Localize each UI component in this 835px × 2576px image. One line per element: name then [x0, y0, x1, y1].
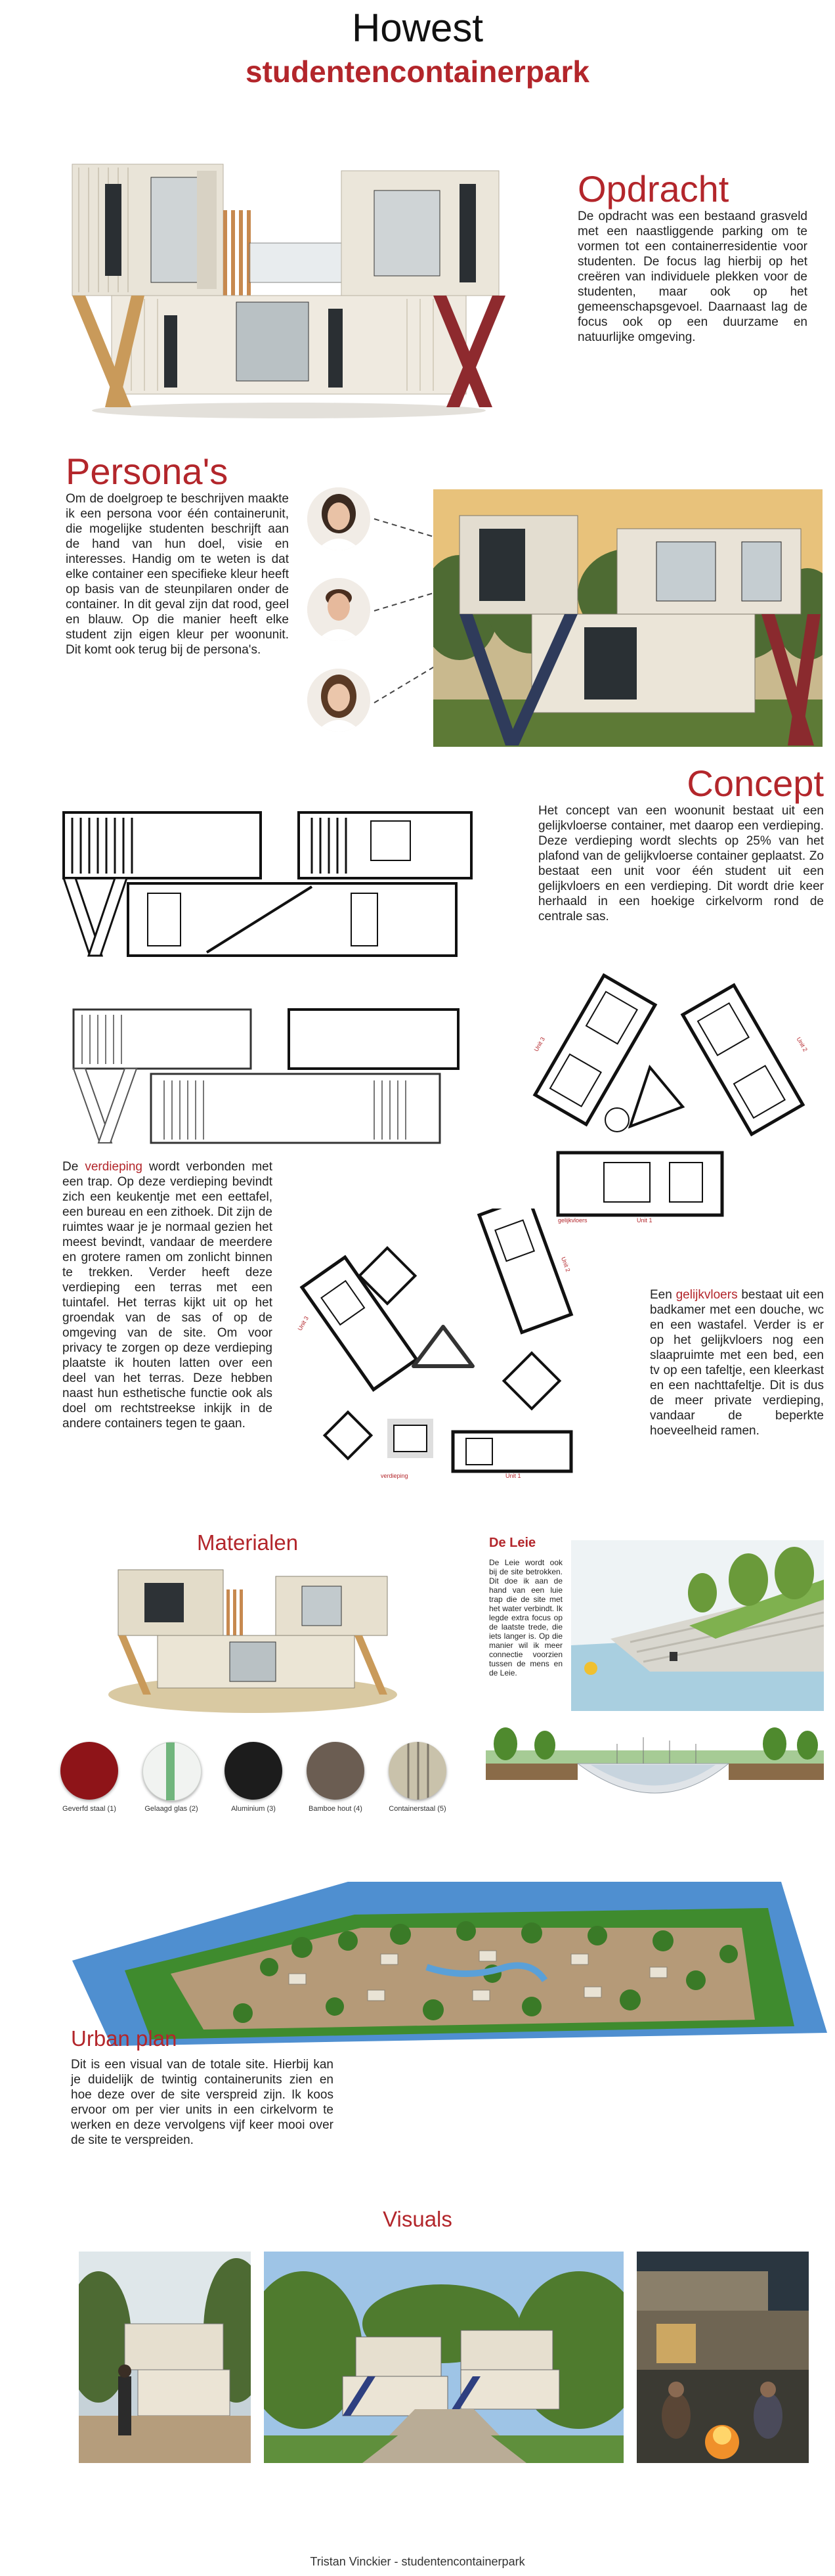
gelijkvloers-text: [650, 1287, 824, 1438]
concept-heading: Concept: [687, 763, 824, 804]
plan-label-unit1: Unit 1: [637, 1217, 653, 1224]
material-swatch-3: [225, 1742, 282, 1800]
opdracht-heading: Opdracht: [578, 168, 729, 210]
floorplan-verdieping: [282, 1209, 591, 1484]
visual-render-3: [637, 2252, 809, 2463]
section-drawing-1: [62, 811, 473, 959]
plan-label-verdieping-unit1: Unit 1: [505, 1473, 521, 1479]
plan-label-unit2: Unit 2: [795, 1036, 809, 1053]
gelijkvloers-keyword: gelijkvloers: [675, 1288, 738, 1302]
concept-text: Het concept van een woonunit bestaat uit een gelijkvloerse container, met daarop een verdieping. Deze verdieping wordt slechts op 25% van het plafond van de gelijkvloerse container geplaatst. Zo bestaat een unit voor één student uit een gelijkvloers en een verdieping. Dit wordt drie keer herhaald in een hoekige cirkelvorm rond de centrale sas.: [538, 804, 824, 923]
material-label-2: Gelaagd glas (2): [144, 1805, 198, 1813]
urban-plan-heading: Urban plan: [71, 2026, 177, 2051]
material-swatch-2: [142, 1742, 202, 1801]
plan-label-verdieping-unit3: Unit 3: [296, 1315, 310, 1332]
urban-plan-render: [72, 1855, 827, 2053]
deleie-render: [571, 1540, 824, 1711]
floorplan-gelijkvloers: [519, 962, 827, 1225]
deleie-heading: De Leie: [489, 1536, 536, 1550]
page-subtitle: studentencontainerpark: [246, 55, 589, 89]
section-drawing-2: [72, 1008, 460, 1146]
deleie-cross-section: [486, 1724, 824, 1823]
materials-render: [105, 1563, 400, 1714]
persona-avatar-1: [307, 487, 370, 550]
plan-label-verdieping: verdieping: [381, 1473, 408, 1479]
plan-label-unit3: Unit 3: [532, 1036, 546, 1053]
page-title: Howest: [351, 6, 484, 50]
material-swatch-1: [60, 1742, 118, 1800]
verdieping-keyword: verdieping: [85, 1160, 142, 1174]
visual-render-1: [79, 2252, 251, 2463]
personas-text: Om de doelgroep te beschrijven maakte ik een persona voor één containerunit, die mogelijke studenten beschrijft aan de hand van hun doel, visie en interesses. Handig om te weten is dat elke container een specifieke kleur heeft op basis van de steunpilaren onder de container. In dit geval zijn dat rood, geel en blauw. Op die manier heeft elke student zijn eigen kleur per woonunit. Dit komt ook terug bij de persona's.: [66, 492, 289, 657]
material-swatch-4: [307, 1742, 364, 1800]
materialen-heading: Materialen: [197, 1530, 299, 1555]
persona-render: [433, 489, 823, 747]
verdieping-body: wordt verbonden met een trap. Op deze verdieping bevindt zich een keukentje met een eettafel, een bureau en een zithoek. Dit zijn de ruimtes waar je je normaal gezien het meest bevindt, vandaar de meerdere en grotere ramen om zonlicht binnen te trekken. Verder heeft deze verdieping een terras met een tuintafel. Het terras kijkt uit op het groendak van de sas of op de omgeving van de site. Om voor privacy te zorgen op deze verdieping plaatste ik houten latten over een deel van het terras. Deze hebben naast hun esthetische functie ook als doel om rechtstreekse inkijk in de andere containers tegen te gaan.: [62, 1160, 273, 1431]
verdieping-prefix: De: [62, 1160, 79, 1174]
persona-avatar-3: [307, 669, 370, 732]
opdracht-text: De opdracht was een bestaand grasveld met een naastliggende parking om te vormen tot een containerresidentie voor studenten. De focus lag hierbij op het creëren van individuele plekken voor de studenten, maar ook op het gemeenschapsgevoel. Daarnaast lag de focus ook op een duurzame en natuurlijke omgeving.: [578, 210, 807, 344]
plan-label-verdieping-unit2: Unit 2: [560, 1256, 572, 1273]
material-label-5: Containerstaal (5): [389, 1805, 446, 1813]
material-label-1: Geverfd staal (1): [62, 1805, 116, 1813]
gelijkvloers-prefix: Een: [650, 1288, 672, 1302]
visuals-heading: Visuals: [383, 2207, 452, 2231]
persona-avatar-2: [307, 578, 370, 641]
gelijkvloers-body: bestaat uit een badkamer met een douche, wc en een wastafel. Verder is er op het gelijkvloers nog een slaapruimte met een bed, een tv op een tafeltje, een kleerkast en een nachttafeltje. Dit is dus de meer private verdieping, vandaar de beperkte hoeveelheid ramen.: [650, 1288, 824, 1438]
material-label-3: Aluminium (3): [231, 1805, 276, 1813]
hero-container-render: [66, 158, 512, 420]
plan-label-gelijkvloers: gelijkvloers: [558, 1217, 588, 1224]
urban-plan-text: Dit is een visual van de totale site. Hierbij kan je duidelijk de twintig containerunits zien en hoe deze over de site verspreid zijn. Ik koos ervoor om per vier units in een cirkelvorm te werken en deze vervolgens vijf keer mooi over de site te verspreiden.: [71, 2058, 333, 2147]
material-label-4: Bamboe hout (4): [309, 1805, 362, 1813]
verdieping-text: [62, 1159, 272, 1431]
personas-heading: Persona's: [66, 451, 228, 492]
footer-credit: Tristan Vinckier - studentencontainerpark: [310, 2555, 525, 2568]
visual-render-2: [264, 2252, 624, 2463]
deleie-text: De Leie wordt ook bij de site betrokken. Dit doe ik aan de hand van een luie trap die de site met het water verbindt. Ik legde extra focus op de laatste trede, die iets langer is. Op die manier wil ik meer connectie voorzien tussen de mens en de Leie.: [489, 1558, 563, 1677]
material-swatch-5: [389, 1742, 446, 1800]
